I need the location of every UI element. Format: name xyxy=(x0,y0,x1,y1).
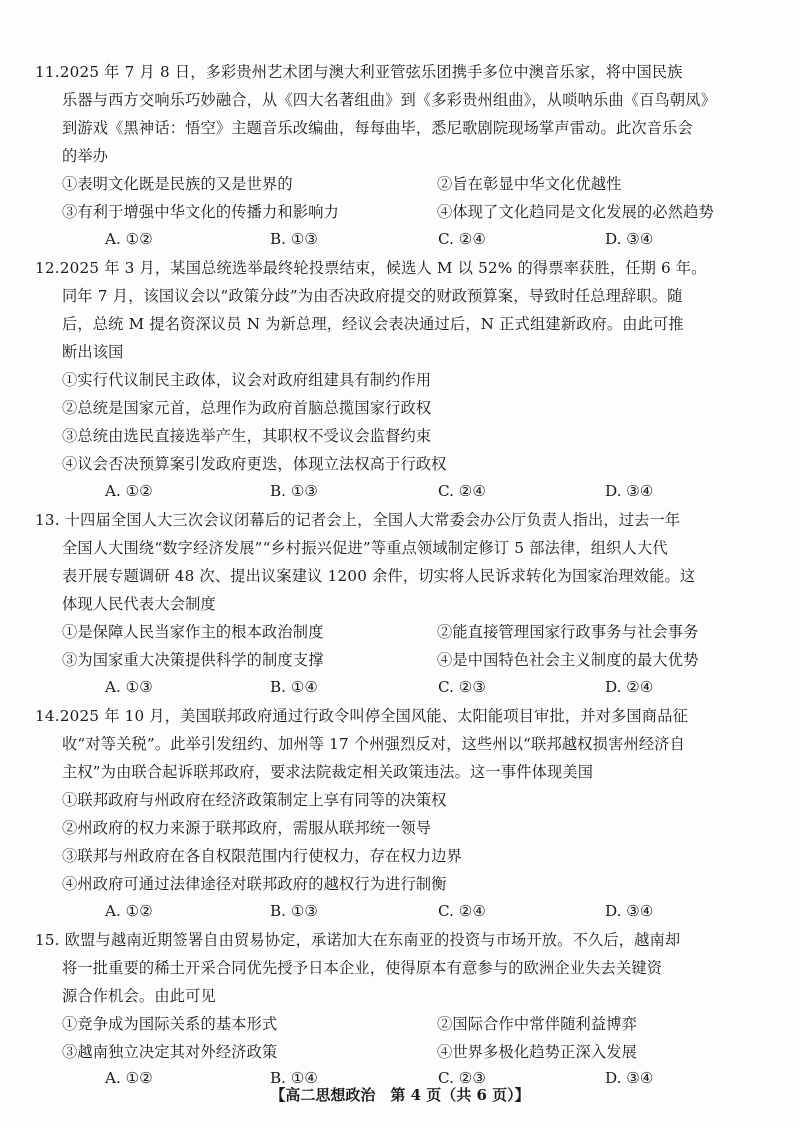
option-item: ①表明文化既是民族的又是世界的 xyxy=(62,175,293,193)
choice-c: C. ②④ xyxy=(438,482,486,500)
option-item: ③总统由选民直接选举产生，其职权不受议会监督约束 xyxy=(62,427,432,445)
question-stem-line: 11.2025 年 7 月 8 日，多彩贵州艺术团与澳大利亚管弦乐团携手多位中澳音乐家，将中国民族 xyxy=(35,63,683,81)
page-footer: 【高二思想政治 第 4 页（共 6 页）】 xyxy=(270,1086,530,1104)
choice-b: B. ①④ xyxy=(270,678,319,696)
question-stem-line: 15. 欧盟与越南近期签署自由贸易协定，承诺加大在东南亚的投资与市场开放。不久后，越南却 xyxy=(35,931,681,949)
choice-a: A. ①② xyxy=(105,902,153,920)
choice-c: C. ②④ xyxy=(438,230,486,248)
option-item: ①联邦政府与州政府在经济政策制定上享有同等的决策权 xyxy=(62,791,447,809)
choice-a: A. ①② xyxy=(105,1069,153,1087)
option-item: ②国际合作中常伴随利益博弈 xyxy=(437,1015,638,1033)
choice-b: B. ①③ xyxy=(270,902,319,920)
option-item: ④是中国特色社会主义制度的最大优势 xyxy=(437,651,699,669)
question-stem-line: 表开展专题调研 48 次、提出议案建议 1200 余件，切实将人民诉求转化为国家治理效能。这 xyxy=(62,567,696,585)
option-item: ③为国家重大决策提供科学的制度支撑 xyxy=(62,651,324,669)
option-item: ①竞争成为国际关系的基本形式 xyxy=(62,1015,278,1033)
choice-d: D. ③④ xyxy=(605,1069,654,1087)
option-item: ②能直接管理国家行政事务与社会事务 xyxy=(437,623,699,641)
choice-a: A. ①② xyxy=(105,482,153,500)
choice-d: D. ③④ xyxy=(605,482,654,500)
choice-c: C. ②③ xyxy=(438,678,486,696)
choice-d: D. ②④ xyxy=(605,678,654,696)
option-item: ③联邦与州政府在各自权限范围内行使权力，存在权力边界 xyxy=(62,847,463,865)
question-stem-line: 收“对等关税”。此举引发纽约、加州等 17 个州强烈反对，这些州以“联邦越权损害州经济自 xyxy=(62,735,686,753)
option-item: ②州政府的权力来源于联邦政府，需服从联邦统一领导 xyxy=(62,819,432,837)
choice-a: A. ①② xyxy=(105,230,153,248)
option-item: ①实行代议制民主政体，议会对政府组建具有制约作用 xyxy=(62,371,432,389)
option-item: ②旨在彰显中华文化优越性 xyxy=(437,175,622,193)
question-stem-line: 14.2025 年 10 月，美国联邦政府通过行政令叫停全国风能、太阳能项目审批，并对多国商品征 xyxy=(35,707,688,725)
question-stem-line: 全国人大围绕“数字经济发展”“乡村振兴促进”等重点领域制定修订 5 部法律，组织人大代 xyxy=(62,539,668,557)
option-item: ④议会否决预算案引发政府更迭，体现立法权高于行政权 xyxy=(62,455,447,473)
choice-d: D. ③④ xyxy=(605,902,654,920)
option-item: ②总统是国家元首，总理作为政府首脑总揽国家行政权 xyxy=(62,399,432,417)
question-stem-line: 的举办 xyxy=(62,147,109,165)
question-stem-line: 后，总统 M 提名资深议员 N 为新总理，经议会表决通过后，N 正式组建新政府。由此可推 xyxy=(62,315,684,333)
option-item: ①是保障人民当家作主的根本政治制度 xyxy=(62,623,324,641)
choice-c: C. ②③ xyxy=(438,1069,486,1087)
question-stem-line: 同年 7 月，该国议会以“政策分歧”为由否决政府提交的财政预算案，导致时任总理辞职。随 xyxy=(62,287,683,305)
choice-d: D. ③④ xyxy=(605,230,654,248)
option-item: ④体现了文化趋同是文化发展的必然趋势 xyxy=(437,203,714,221)
option-item: ④州政府可通过法律途径对联邦政府的越权行为进行制衡 xyxy=(62,875,447,893)
choice-b: B. ①③ xyxy=(270,230,319,248)
question-stem-line: 断出该国 xyxy=(62,343,124,361)
question-stem-line: 到游戏《黑神话：悟空》主题音乐改编曲，每每曲毕，悉尼歌剧院现场掌声雷动。此次音乐会 xyxy=(62,119,693,137)
question-stem-line: 13. 十四届全国人大三次会议闭幕后的记者会上，全国人大常委会办公厅负责人指出，过去一年 xyxy=(35,511,681,529)
question-stem-line: 12.2025 年 3 月，某国总统选举最终轮投票结束，候选人 M 以 52% 的得票率获胜，任期 6 年。 xyxy=(35,259,707,277)
question-stem-line: 将一批重要的稀土开采合同优先授予日本企业，使得原本有意参与的欧洲企业失去关键资 xyxy=(62,959,663,977)
question-stem-line: 主权”为由联合起诉联邦政府，要求法院裁定相关政策违法。这一事件体现美国 xyxy=(62,763,594,781)
question-stem-line: 源合作机会。由此可见 xyxy=(62,987,216,1005)
choice-b: B. ①④ xyxy=(270,1069,319,1087)
option-item: ③越南独立决定其对外经济政策 xyxy=(62,1043,278,1061)
question-stem-line: 体现人民代表大会制度 xyxy=(62,595,216,613)
choice-b: B. ①③ xyxy=(270,482,319,500)
question-stem-line: 乐器与西方交响乐巧妙融合，从《四大名著组曲》到《多彩贵州组曲》，从唢呐乐曲《百鸟朝凤》 xyxy=(62,91,717,109)
option-item: ③有利于增强中华文化的传播力和影响力 xyxy=(62,203,339,221)
option-item: ④世界多极化趋势正深入发展 xyxy=(437,1043,638,1061)
choice-c: C. ②④ xyxy=(438,902,486,920)
choice-a: A. ①③ xyxy=(105,678,153,696)
